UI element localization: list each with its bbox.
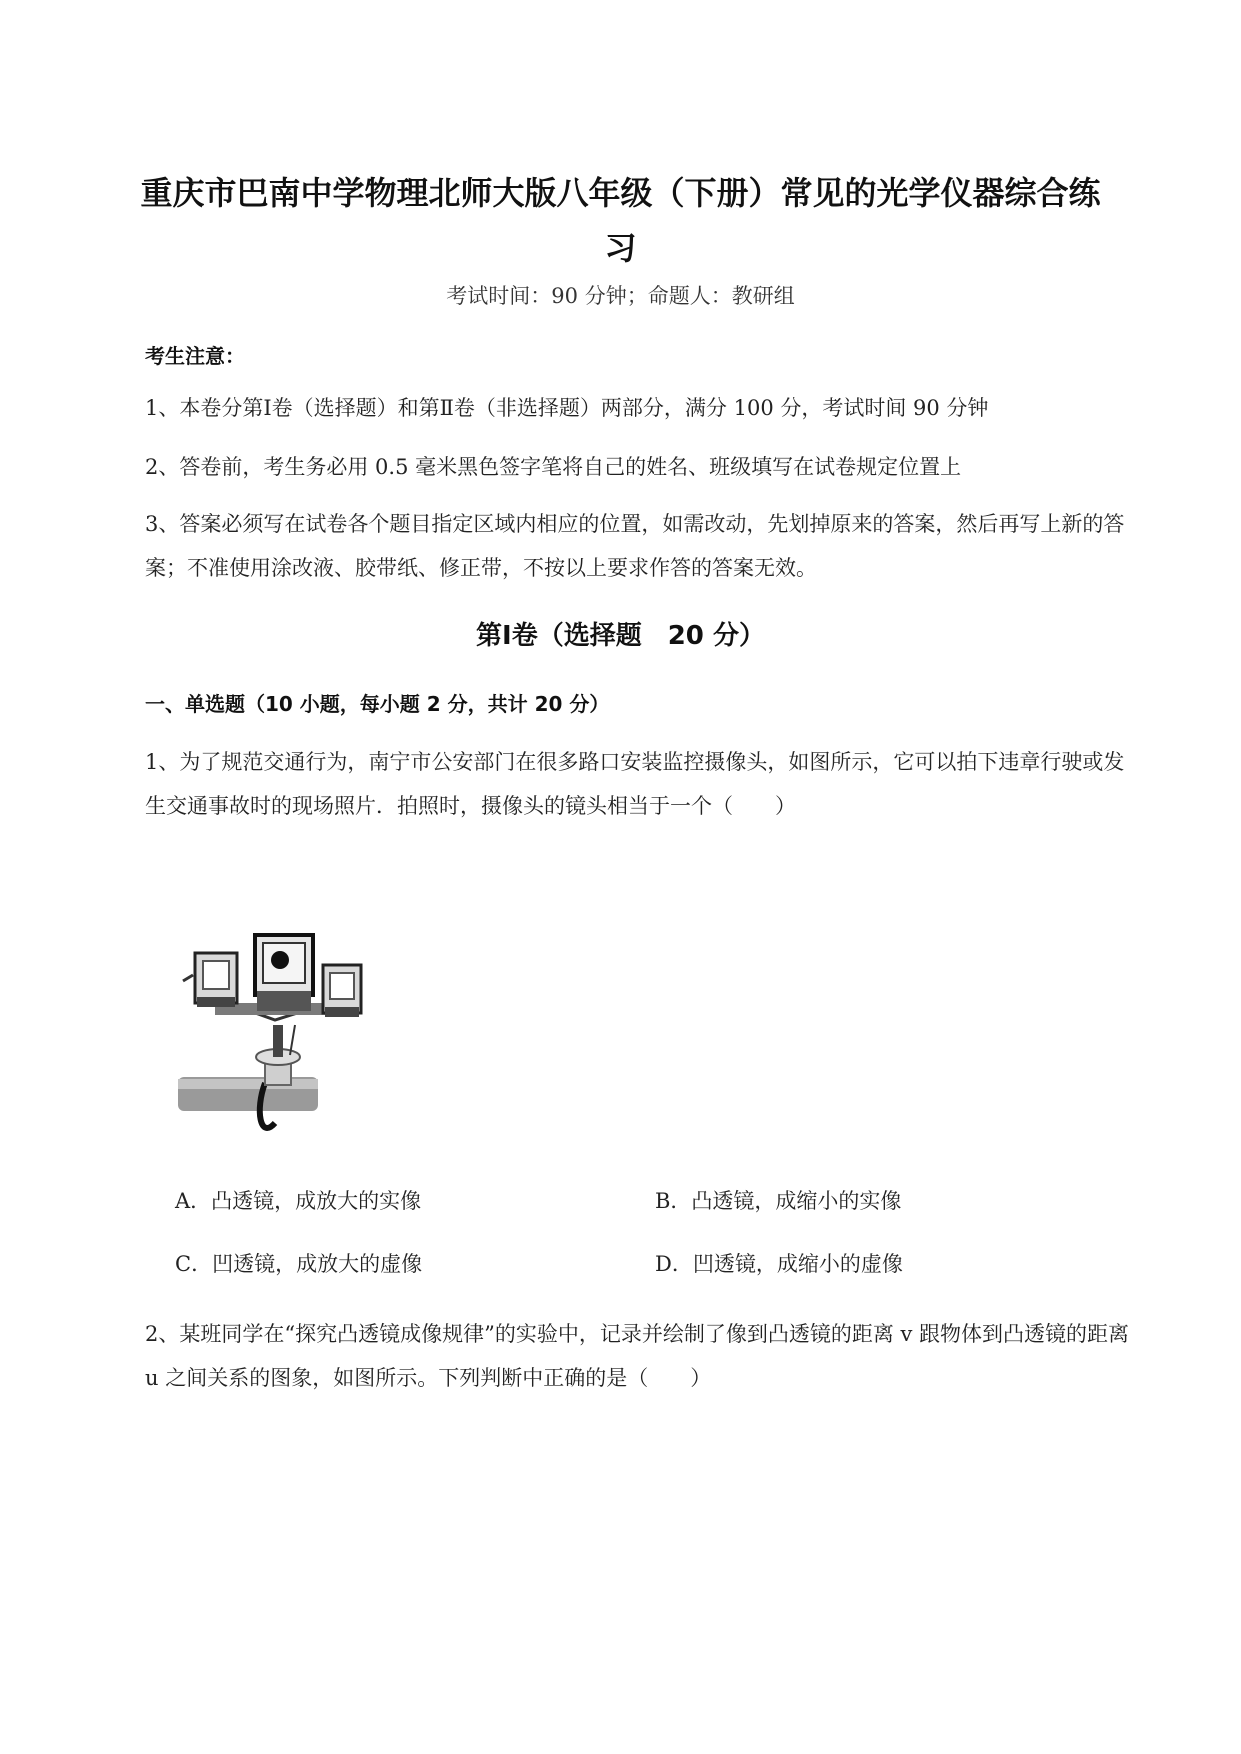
page-title-line-1: 重庆市巴南中学物理北师大版八年级（下册）常见的光学仪器综合练 [140,174,1101,212]
notice-heading: 考生注意： [145,344,245,368]
question-1-option-c[interactable]: C．凹透镜，成放大的虚像 [175,1252,423,1276]
surveillance-camera-image [175,925,405,1135]
question-2-text: 2、某班同学在“探究凸透镜成像规律”的实验中，记录并绘制了像到凸透镜的距离 v 跟物体到凸透镜的距离 u 之间关系的图象，如图所示。下列判断中正确的是（ ） [145,1322,1130,1390]
question-1-option-a[interactable]: A．凸透镜，成放大的实像 [175,1189,422,1213]
section-title: 第Ⅰ卷（选择题 20 分） [476,621,765,651]
question-1-option-d[interactable]: D．凹透镜，成缩小的虚像 [655,1252,903,1276]
notice-item-1: 1、本卷分第Ⅰ卷（选择题）和第Ⅱ卷（非选择题）两部分，满分 100 分，考试时间 90 分钟 [145,396,989,420]
part-title: 一、单选题（10 小题，每小题 2 分，共计 20 分） [145,692,610,716]
question-1-option-b[interactable]: B．凸透镜，成缩小的实像 [655,1189,902,1213]
notice-item-3: 3、答案必须写在试卷各个题目指定区域内相应的位置，如需改动，先划掉原来的答案，然后再写上新的答案；不准使用涂改液、胶带纸、修正带，不按以上要求作答的答案无效。 [145,512,1125,580]
page-title-line-2: 习 [604,229,637,267]
exam-meta: 考试时间：90 分钟；命题人：教研组 [446,284,795,308]
question-1-text: 1、为了规范交通行为，南宁市公安部门在很多路口安装监控摄像头，如图所示，它可以拍下违章行驶或发生交通事故时的现场照片．拍照时，摄像头的镜头相当于一个（ ） [145,750,1125,818]
notice-item-2: 2、答卷前，考生务必用 0.5 毫米黑色签字笔将自己的姓名、班级填写在试卷规定位置上 [145,455,962,479]
